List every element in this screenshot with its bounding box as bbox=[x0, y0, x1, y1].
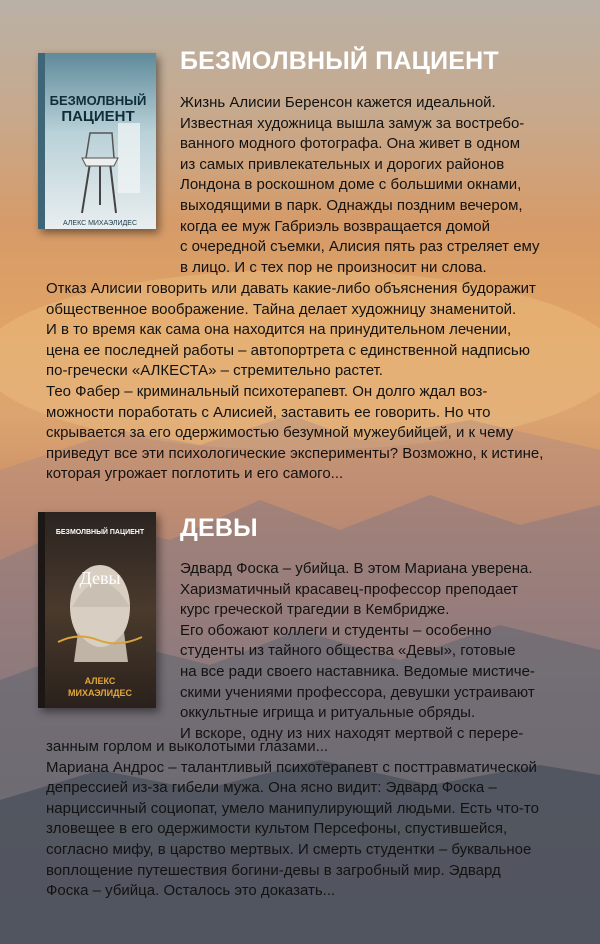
book1-description-indented: Жизнь Алисии Беренсон кажется идеальной. Известная художница вышла замуж за востребо- ванного модного фотографа. Она живет в одном из самых привлекательных и дорогих районов Лондона в роскошном доме с большими окнами, выходящими в парк. Однажды поздним вечером, когда ее муж Габриэль возвращается домой с очередной съемки, Алисия пять раз стреляет ему в лицо. И с тех пор не произносит ни слова. bbox=[180, 94, 540, 276]
book1-cover bbox=[38, 53, 156, 229]
book1-cover-title-line2: ПАЦИЕНТ bbox=[61, 108, 135, 125]
book1-title: БЕЗМОЛВНЫЙ ПАЦИЕНТ bbox=[180, 47, 499, 75]
book1-description: Отказ Алисии говорить или давать какие-либо объяснения будоражит общественное воображение. Тайна делает художницу знаменитой. И в то время как сама она находится на принудительном лечении, цена ее последней работы – автопортрета с единственной надписью по-гречески «АЛКЕСТА» – стремительно растет. Тео Фабер – криминальный психотерапевт. Он долго ждал воз- можности поработать с Алисией, заставить ее говорить. Но что скрывается за его одержимостью безумной мужеубийцей, и к чему приведут все эти психологические эксперименты? Возможно, к истине, которая угрожает поглотить и его самого... bbox=[46, 280, 544, 483]
book2-cover-author-line1: АЛЕКС bbox=[84, 676, 116, 686]
book2-cover-title: Девы bbox=[79, 568, 121, 588]
book2-cover bbox=[38, 512, 156, 708]
book1-cover-title-line1: БЕЗМОЛВНЫЙ bbox=[49, 93, 147, 108]
book2-description: занным горлом и выколотыми глазами... Мариана Андрос – талантливый психотерапевт с посттравматической депрессией из-за гибели мужа. Она ясно видит: Эдвард Фоска – нарциссичный социопат, умело манипулирующий людьми. Есть что-то зловещее в его одержимости культом Персефоны, спустившейся, согласно мифу, в царство мертвых. И смерть студентки – буквальное воплощение путешествия богини-девы в загробный мир. Эдвард Фоска – убийца. Осталось это доказать... bbox=[46, 738, 539, 900]
book2-title: ДЕВЫ bbox=[180, 514, 258, 542]
book2-cover-top: БЕЗМОЛВНЫЙ ПАЦИЕНТ bbox=[55, 529, 145, 536]
book1-cover-author: АЛЕКС МИХАЭЛИДЕС bbox=[62, 220, 138, 227]
book2-cover-author-line2: МИХАЭЛИДЕС bbox=[67, 688, 133, 698]
book2-description-indented: Эдвард Фоска – убийца. В этом Мариана уверена. Харизматичный красавец-профессор преподает курс греческой трагедии в Кембридже. Его обожают коллеги и студенты – особенно студенты из тайного общества «Девы», готовые на все ради своего наставника. Ведомые мистиче- скими учениями профессора, девушки устраивают оккультные игрища и ритуальные обряды. И вскоре, одну из них находят мертвой с перере- bbox=[180, 560, 535, 742]
